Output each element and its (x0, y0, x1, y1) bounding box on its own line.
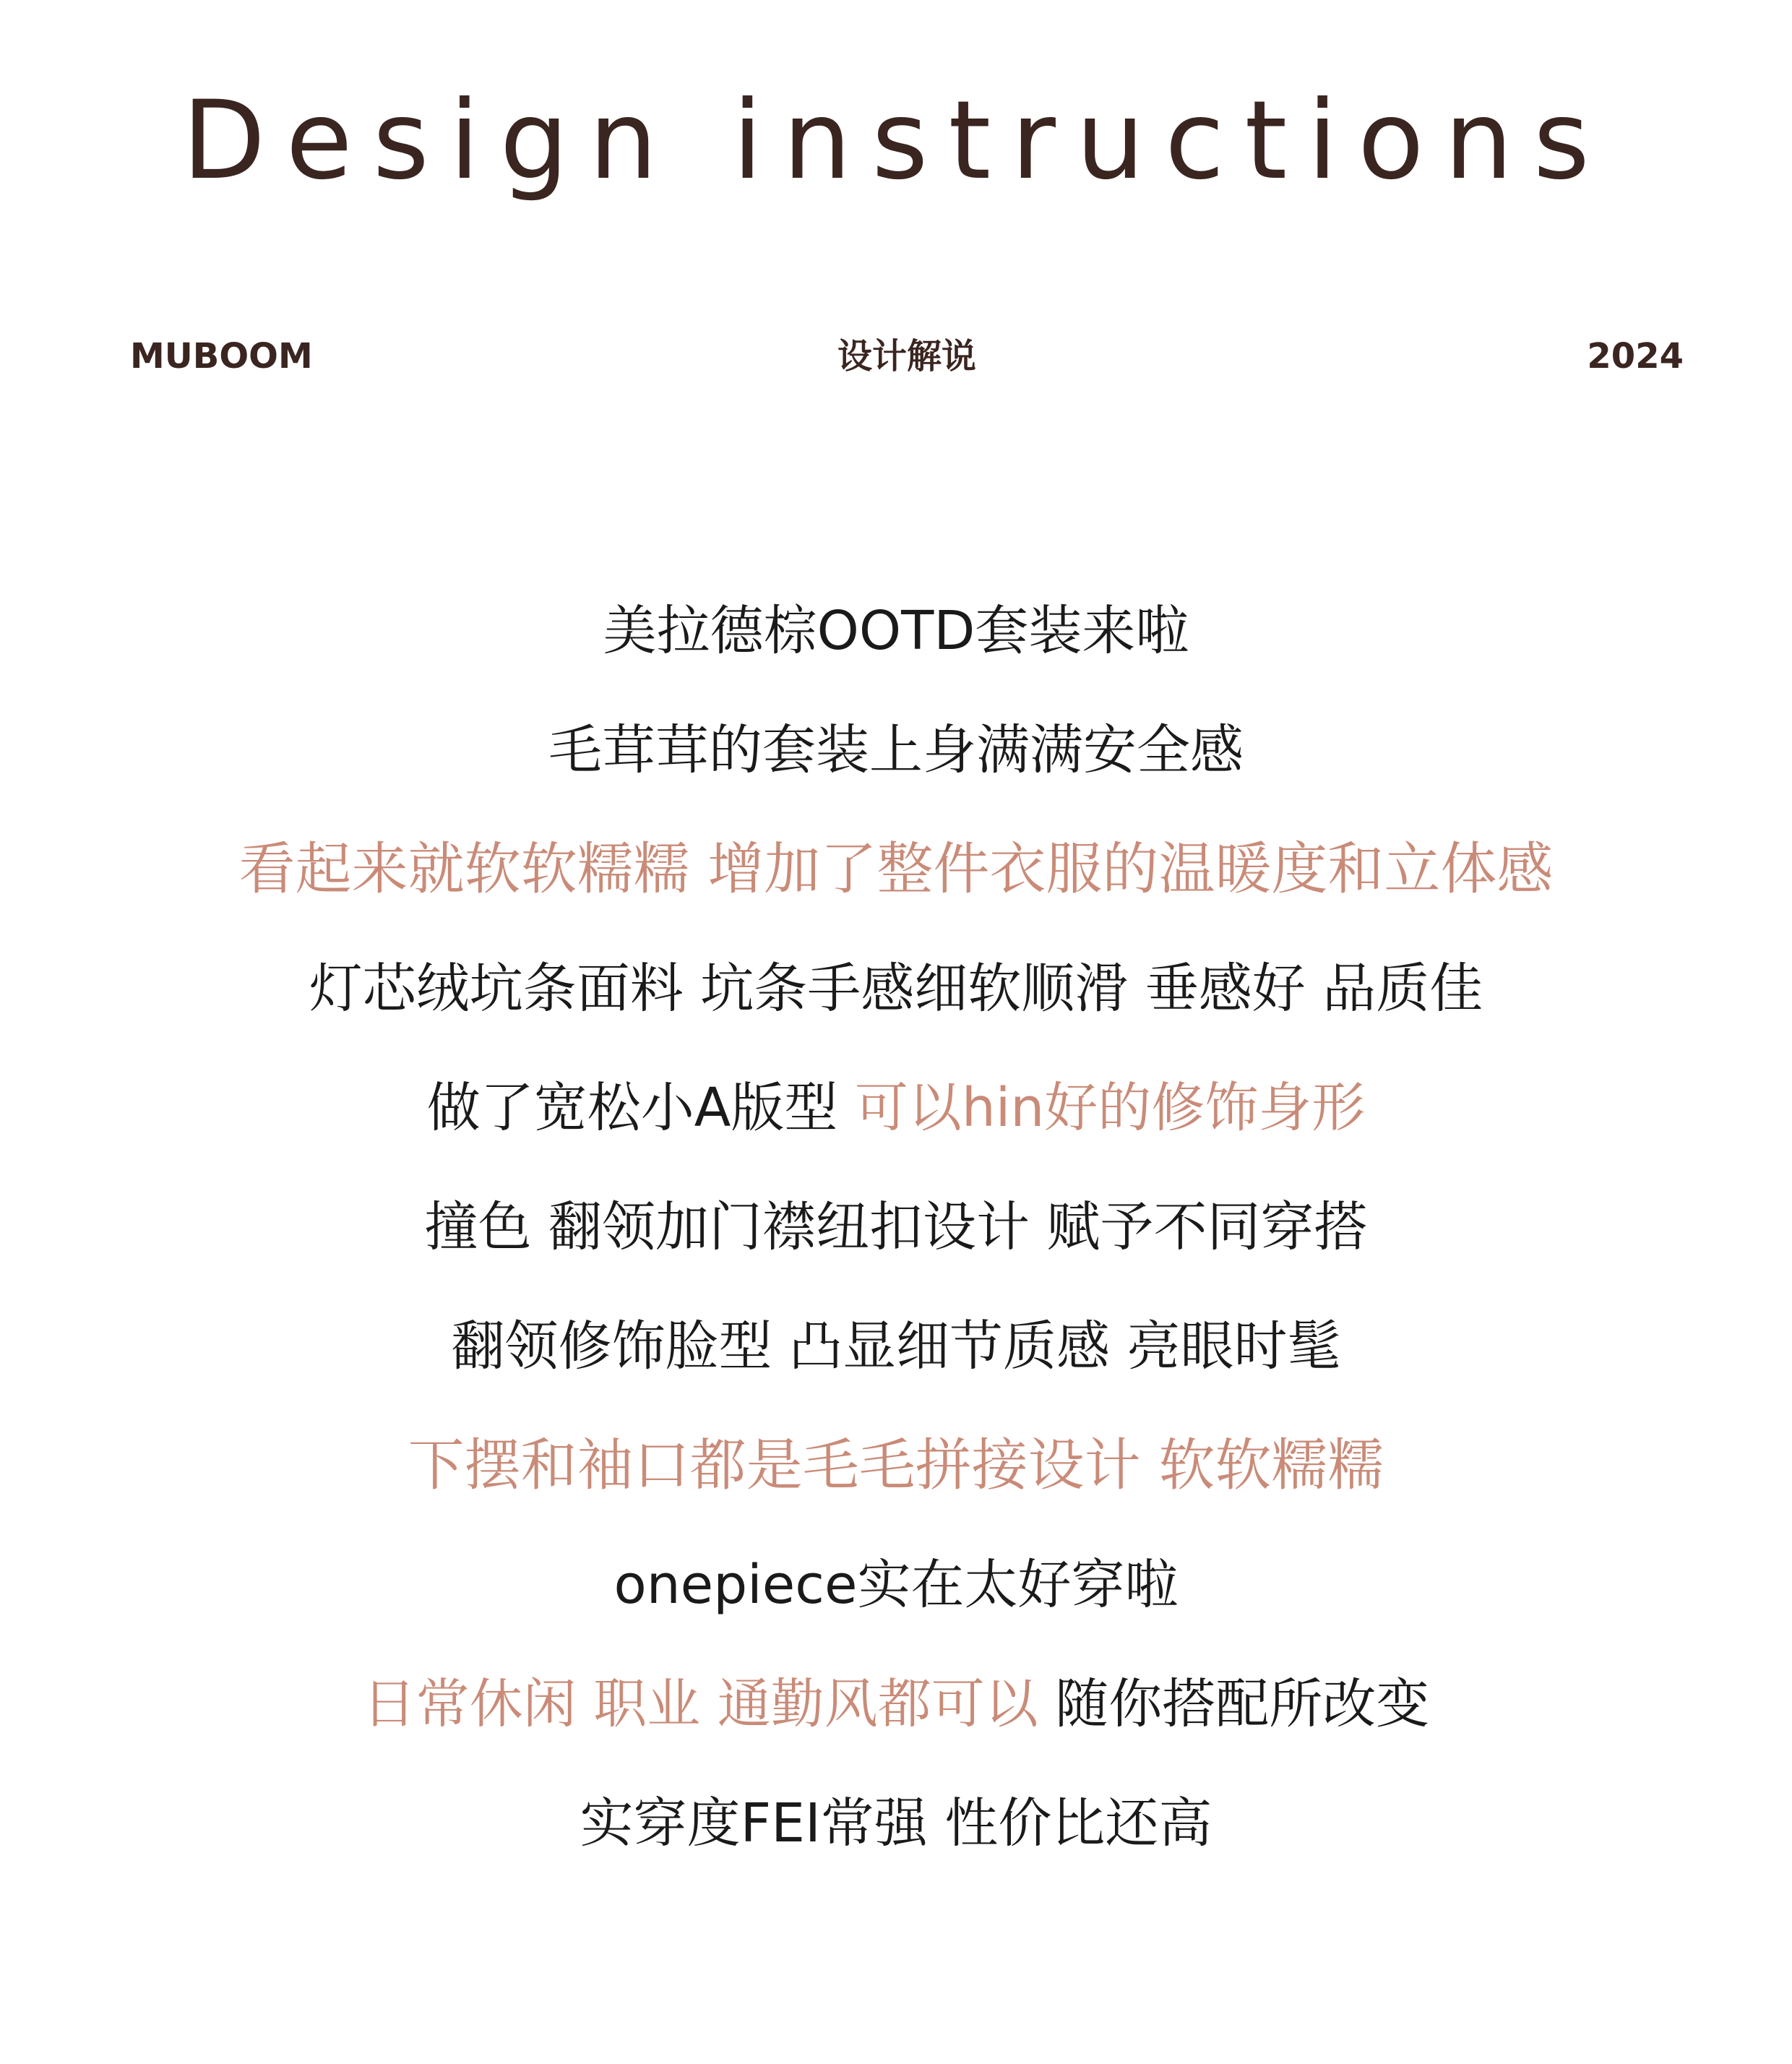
description-line: onepiece实在太好穿啦 (613, 1554, 1179, 1616)
section-subtitle: 设计解说 (837, 336, 976, 377)
year-label: 2024 (1587, 336, 1684, 377)
description-segment-highlight: 可以hin好的修饰身形 (854, 1077, 1366, 1139)
brand-name: MUBOOM (130, 336, 313, 377)
description-line: 撞色 翻领加门襟纽扣设计 赋予不同穿搭 (424, 1196, 1368, 1258)
description-line: 实穿度FEI常强 性价比还高 (580, 1792, 1212, 1854)
description-line-highlight: 下摆和袖口都是毛毛拼接设计 软软糯糯 (408, 1433, 1384, 1498)
description-segment-highlight: 日常休闲 职业 通勤风都可以 (362, 1673, 1056, 1735)
description-line: 翻领修饰脸型 凸显细节质感 亮眼时髦 (451, 1315, 1341, 1377)
description-segment: 做了宽松小A版型 (426, 1077, 855, 1139)
description-line: 毛茸茸的套装上身满满安全感 (548, 719, 1244, 781)
description-segment: 随你搭配所改变 (1055, 1673, 1430, 1735)
description-lines (0, 591, 1792, 1903)
description-line: 美拉德棕OOTD套装来啦 (603, 600, 1189, 662)
description-line (0, 1664, 1792, 1784)
description-line (0, 1068, 1792, 1187)
description-line: 灯芯绒坑条面料 坑条手感细软顺滑 垂感好 品质佳 (309, 958, 1483, 1020)
description-line-highlight: 看起来就软软糯糯 增加了整件衣服的温暖度和立体感 (238, 837, 1554, 902)
header-meta (130, 331, 1684, 382)
page-title: Design instructions (182, 78, 1610, 204)
